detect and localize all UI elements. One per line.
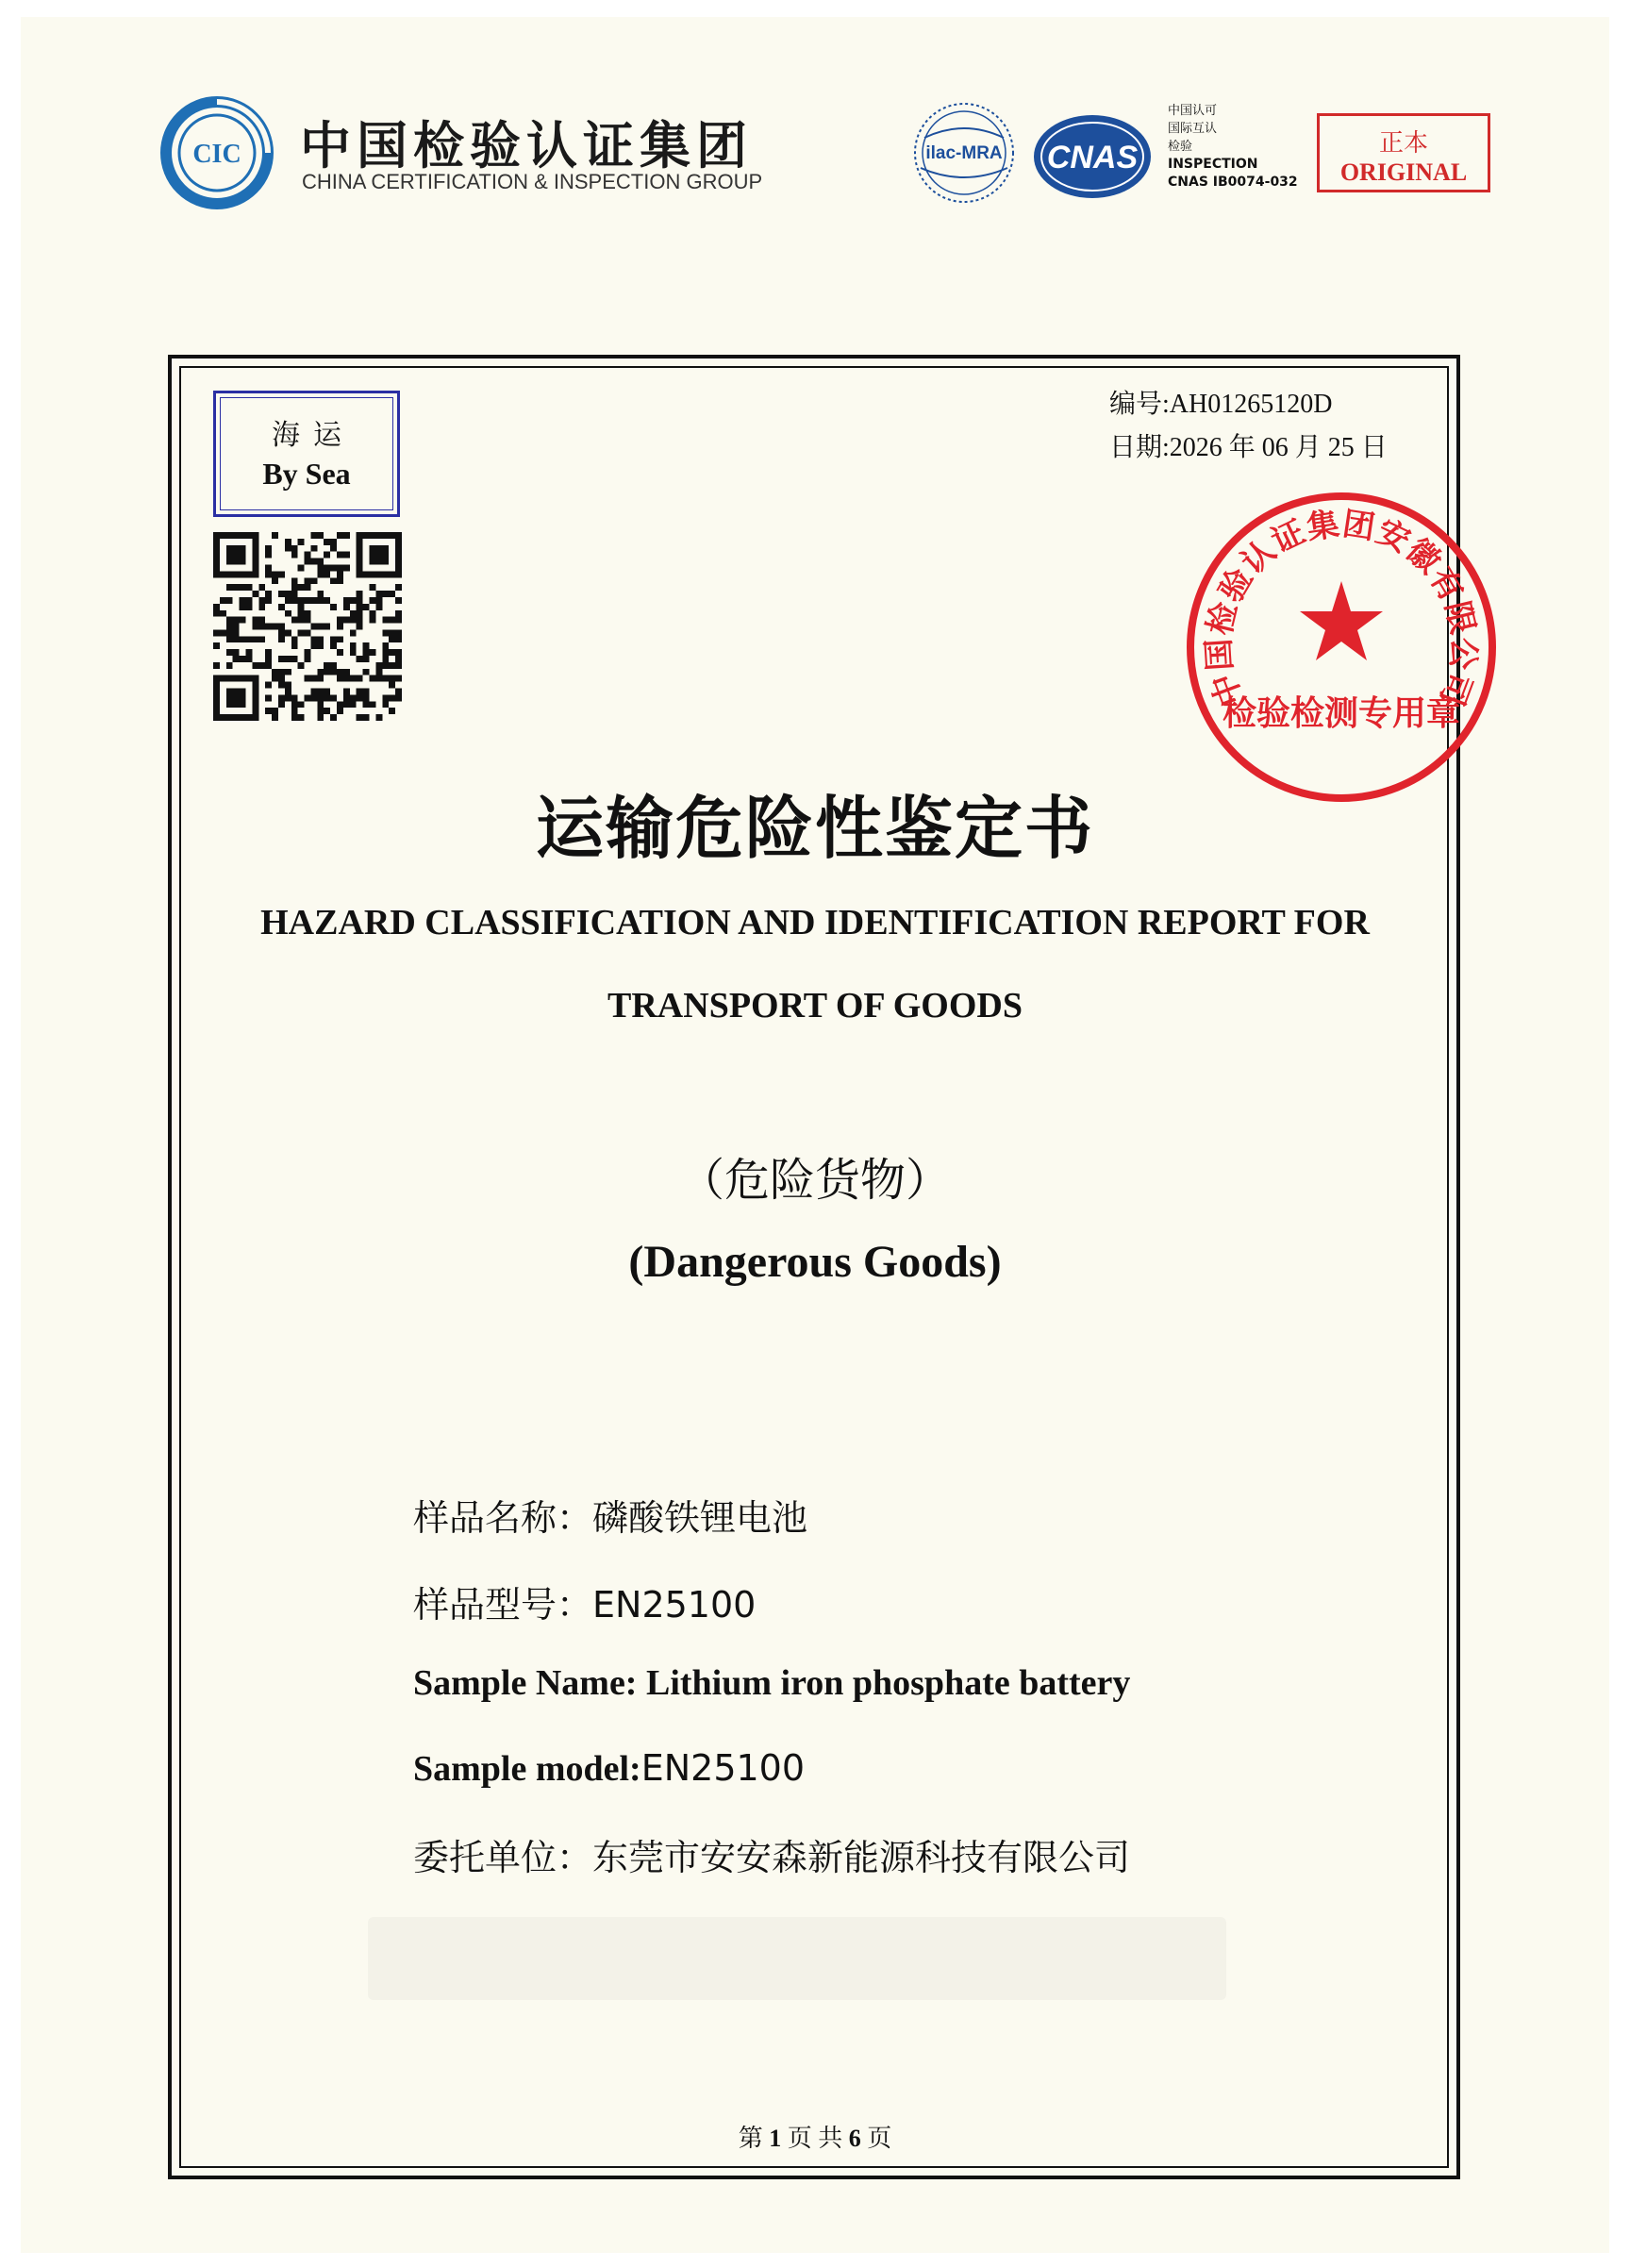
document-info bbox=[1109, 383, 1388, 470]
sample-model-cn-label: 样品型号： bbox=[413, 1584, 593, 1626]
page-title-en-line1: HAZARD CLASSIFICATION AND IDENTIFICATION REPORT FOR bbox=[260, 903, 1370, 942]
transport-mode-en: By Sea bbox=[262, 457, 351, 491]
cnas-logo-icon bbox=[1032, 111, 1153, 202]
client-cn-label: 委托单位： bbox=[413, 1837, 593, 1878]
sample-name-en-label: Sample Name: bbox=[413, 1663, 646, 1703]
client-cn-value: 东莞市安安森新能源科技有限公司 bbox=[592, 1837, 1131, 1878]
cnas-line: 检验 bbox=[1168, 140, 1193, 154]
sample-name-cn-value: 磷酸铁锂电池 bbox=[592, 1497, 808, 1539]
cnas-line: CNAS IB0074-032 bbox=[1168, 175, 1298, 190]
sample-name-cn-label: 样品名称： bbox=[413, 1497, 593, 1539]
page-suffix: 页 bbox=[867, 2125, 892, 2152]
cic-logo-icon bbox=[160, 96, 274, 209]
original-label-cn: 正本 bbox=[1378, 129, 1428, 157]
document-date: 日期:2026 年 06 月 25 日 bbox=[1109, 433, 1388, 462]
classification-cn: （危险货物） bbox=[678, 1154, 951, 1207]
original-label-en: ORIGINAL bbox=[1339, 158, 1468, 186]
cnas-logo-text: CNAS bbox=[1046, 140, 1139, 175]
page-number bbox=[0, 2119, 1630, 2154]
transport-mode-cn: 海运 bbox=[272, 419, 355, 452]
seal-ring-text: 中国检验认证集团安徽有限公司 bbox=[1200, 505, 1483, 711]
sample-model-en-value: EN25100 bbox=[640, 1747, 806, 1789]
client-cn bbox=[413, 1828, 1130, 1880]
cnas-line: 中国认可 bbox=[1168, 104, 1218, 118]
sample-name-en-value: Lithium iron phosphate battery bbox=[645, 1663, 1131, 1703]
sample-model-en-label: Sample model: bbox=[413, 1749, 641, 1789]
page-prefix: 第 bbox=[738, 2125, 763, 2152]
ilac-mra-logo-icon bbox=[911, 100, 1017, 206]
seal-center-text: 检验检测专用章 bbox=[1222, 693, 1461, 733]
cnas-accreditation-text bbox=[1168, 102, 1298, 192]
sample-model-cn-value: EN25100 bbox=[592, 1584, 757, 1626]
cnas-line: INSPECTION bbox=[1168, 157, 1258, 172]
page-title-cn: 运输危险性鉴定书 bbox=[535, 789, 1094, 868]
redacted-area bbox=[368, 1917, 1226, 2000]
transport-mode-box bbox=[213, 391, 400, 517]
sample-name-en bbox=[413, 1662, 1130, 1704]
company-seal-icon bbox=[1183, 489, 1500, 806]
cnas-line: 国际互认 bbox=[1168, 122, 1218, 136]
cic-logo-text: CIC bbox=[192, 140, 241, 169]
qr-code-icon[interactable] bbox=[213, 532, 402, 721]
original-stamp bbox=[1317, 113, 1490, 192]
page-title-en-line2: TRANSPORT OF GOODS bbox=[607, 986, 1023, 1026]
org-name-cn: 中国检验认证集团 bbox=[300, 116, 753, 175]
sample-model-cn bbox=[413, 1576, 756, 1627]
page-total: 6 bbox=[848, 2125, 861, 2152]
document-number: 编号:AH01265120D bbox=[1109, 390, 1333, 419]
page-mid: 页 共 bbox=[787, 2125, 843, 2152]
ilac-logo-text: ilac-MRA bbox=[925, 143, 1003, 163]
classification-en: (Dangerous Goods) bbox=[628, 1237, 1002, 1287]
page-current: 1 bbox=[769, 2125, 782, 2152]
sample-model-en bbox=[413, 1747, 805, 1790]
org-name-en: CHINA CERTIFICATION & INSPECTION GROUP bbox=[302, 170, 763, 193]
sample-name-cn bbox=[413, 1489, 807, 1541]
